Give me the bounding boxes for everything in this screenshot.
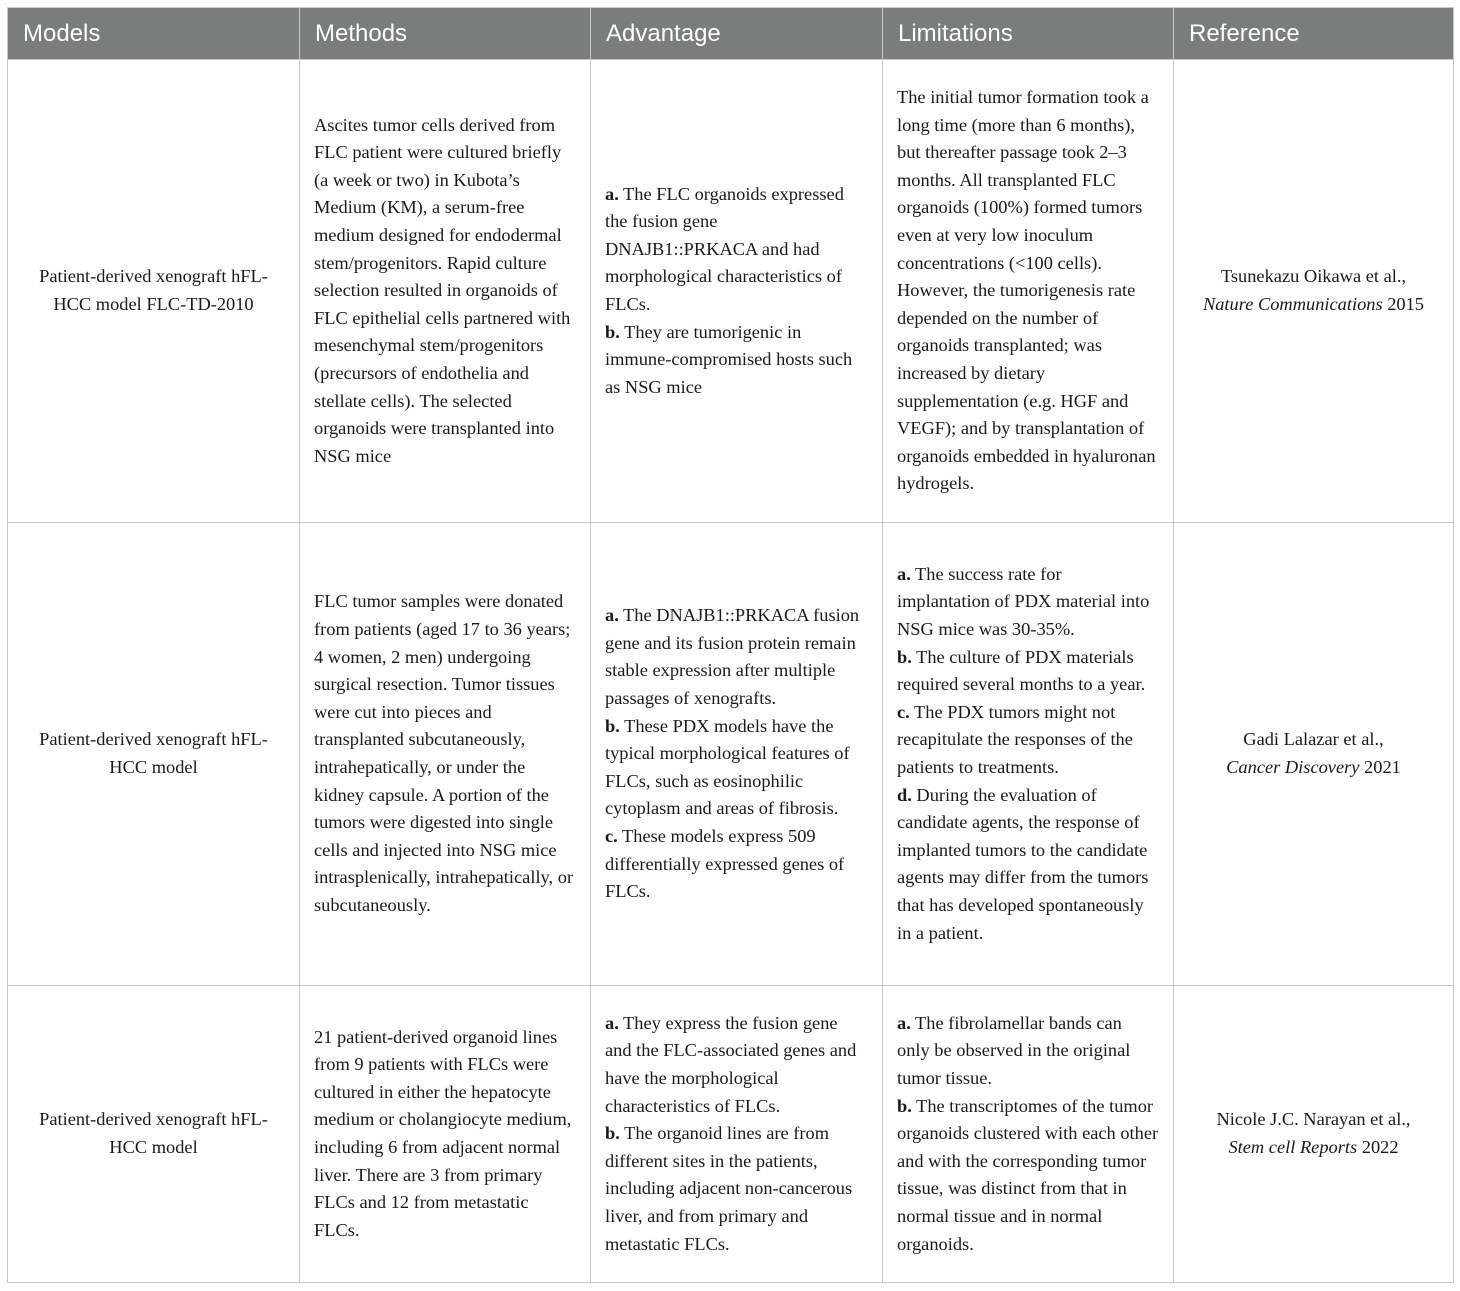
item-text: The FLC organoids expressed the fusion gene DNAJB1::PRKACA and had morphological characteristics of FLCs. [605, 183, 844, 314]
cell-methods: FLC tumor samples were donated from patients (aged 17 to 36 years; 4 women, 2 men) undergoing surgical resection. Tumor tissues were cut into pieces and transplanted subcutaneously, intrahepatically, or under the kidney capsule. A portion of the tumors were digested into single cells and injected into NSG mice intrasplenically, intrahepatically, or subcutaneously. [300, 523, 591, 986]
header-models: Models [8, 8, 300, 60]
reference-authors: Nicole J.C. Narayan et al., [1216, 1109, 1411, 1130]
models-table [7, 7, 1454, 1283]
table-body [8, 60, 1454, 1283]
item-text: They express the fusion gene and the FLC-associated genes and have the morphological characteristics of FLCs. [605, 1012, 857, 1116]
list-item [605, 1010, 868, 1120]
cell-reference [1174, 523, 1454, 986]
list-item [605, 319, 868, 402]
item-marker: a. [897, 563, 911, 584]
cell-advantage [591, 523, 883, 986]
item-marker: d. [897, 784, 912, 805]
item-text: The DNAJB1::PRKACA fusion gene and its fusion protein remain stable expression after multiple passages of xenografts. [605, 605, 860, 709]
item-text: These PDX models have the typical morphological features of FLCs, such as eosinophilic cytoplasm and areas of fibrosis. [605, 715, 850, 819]
list-item [605, 1120, 868, 1258]
item-text: The success rate for implantation of PDX material into NSG mice was 30-35%. [897, 563, 1150, 640]
item-marker: b. [897, 1095, 912, 1116]
reference-year: 2021 [1359, 757, 1401, 777]
list-item [605, 181, 868, 319]
reference-journal: Cancer Discovery [1226, 757, 1360, 777]
item-text: The organoid lines are from different sites in the patients, including adjacent non-cancerous liver, and from primary and metastatic FLCs. [605, 1123, 853, 1254]
item-text: The transcriptomes of the tumor organoids clustered with each other and with the corresponding tumor tissue, was distinct from that in normal tissue and in normal organoids. [897, 1095, 1159, 1254]
item-text: The initial tumor formation took a long time (more than 6 months), but thereafter passage took 2–3 months. All transplanted FLC organoids (100%) formed tumors even at very low inoculum concentrations (<100 cells). However, the tumorigenesis rate depended on the number of organoids transplanted; was increased by dietary supplementation (e.g. HGF and VEGF); and by transplantation of organoids embedded in hyaluronan hydrogels. [897, 87, 1156, 494]
item-marker: b. [605, 321, 620, 342]
item-text: They are tumorigenic in immune-compromised hosts such as NSG mice [605, 321, 853, 397]
list-item [897, 561, 1159, 644]
item-marker: c. [897, 701, 910, 722]
item-text: The culture of PDX materials required several months to a year. [897, 646, 1146, 695]
cell-advantage [591, 986, 883, 1283]
cell-limitations [883, 60, 1174, 523]
list-item [897, 84, 1159, 498]
item-marker: a. [605, 605, 619, 626]
cell-model: Patient-derived xenograft hFL-HCC model [8, 523, 300, 986]
list-item [605, 713, 868, 823]
item-marker: b. [605, 1123, 620, 1144]
list-item [897, 699, 1159, 782]
list-item [897, 1010, 1159, 1093]
item-marker: c. [605, 825, 618, 846]
header-methods: Methods [300, 8, 591, 60]
list-item [897, 782, 1159, 948]
reference-journal: Nature Communications [1202, 294, 1383, 314]
list-item [897, 644, 1159, 699]
reference-year: 2015 [1382, 294, 1425, 314]
table-row [8, 523, 1454, 986]
header-reference: Reference [1174, 8, 1454, 60]
reference-year: 2022 [1357, 1137, 1399, 1157]
list-item [605, 602, 868, 712]
cell-limitations [883, 986, 1174, 1283]
header-row [8, 8, 1454, 60]
reference-journal: Stem cell Reports [1228, 1137, 1358, 1157]
header-limitations: Limitations [883, 8, 1174, 60]
cell-model: Patient-derived xenograft hFL-HCC model [8, 986, 300, 1283]
cell-limitations [883, 523, 1174, 986]
table-row [8, 986, 1454, 1283]
item-marker: a. [605, 183, 619, 204]
models-table-container [7, 7, 1453, 1283]
item-marker: a. [605, 1012, 619, 1033]
list-item [897, 1093, 1159, 1259]
cell-reference [1174, 986, 1454, 1283]
list-item [605, 823, 868, 906]
item-marker: b. [897, 646, 912, 667]
item-marker: b. [605, 715, 620, 736]
cell-reference [1174, 60, 1454, 523]
reference-authors: Tsunekazu Oikawa et al., [1220, 266, 1407, 287]
cell-methods: 21 patient-derived organoid lines from 9 patients with FLCs were cultured in either the hepatocyte medium or cholangiocyte medium, including 6 from adjacent normal liver. There are 3 from primary FLCs and 12 from metastatic FLCs. [300, 986, 591, 1283]
item-text: These models express 509 differentially expressed genes of FLCs. [605, 825, 845, 902]
item-marker: a. [897, 1012, 911, 1033]
cell-methods: Ascites tumor cells derived from FLC patient were cultured briefly (a week or two) in Kubota’s Medium (KM), a serum-free medium designed for endodermal stem/progenitors. Rapid culture selection resulted in organoids of FLC epithelial cells partnered with mesenchymal stem/progenitors (precursors of endothelia and stellate cells). The selected organoids were transplanted into NSG mice [300, 60, 591, 523]
header-advantage: Advantage [591, 8, 883, 60]
reference-authors: Gadi Lalazar et al., [1243, 729, 1384, 750]
item-text: The PDX tumors might not recapitulate the responses of the patients to treatments. [897, 701, 1133, 777]
cell-advantage [591, 60, 883, 523]
table-row [8, 60, 1454, 523]
item-text: The fibrolamellar bands can only be observed in the original tumor tissue. [897, 1012, 1131, 1089]
item-text: During the evaluation of candidate agents, the response of implanted tumors to the candidate agents may differ from the tumors that has developed spontaneously in a patient. [897, 784, 1149, 943]
cell-model: Patient-derived xenograft hFL-HCC model FLC-TD-2010 [8, 60, 300, 523]
